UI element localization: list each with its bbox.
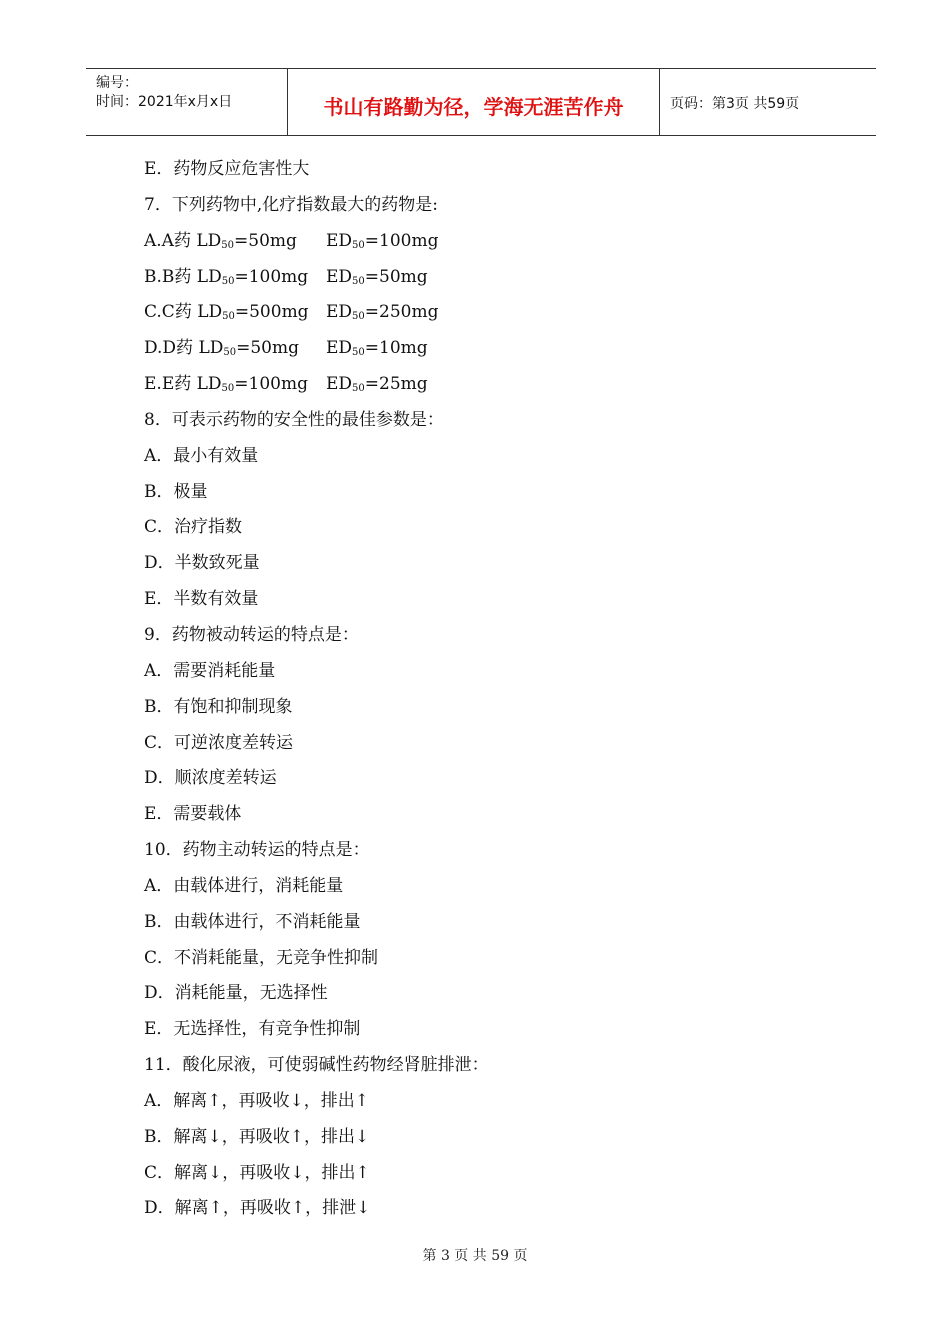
option-line: C．治疗指数 [144, 517, 243, 538]
subscript: 50 [352, 239, 365, 251]
option-line: A．最小有效量 [144, 445, 259, 466]
ed-text: ED [326, 338, 353, 359]
question-10: 10．药物主动转运的特点是： [144, 840, 370, 861]
ed-text: ED [326, 266, 353, 287]
option-line-q7b [144, 260, 864, 296]
option-line-q7e [144, 367, 864, 403]
ld-text: D.D药 LD [144, 338, 224, 359]
page-footer: 第 3 页 共 59 页 [422, 1248, 528, 1264]
option-line-q7d [144, 331, 864, 367]
date-line: 时间：2021年x月x日 [96, 94, 233, 110]
question-11: 11．酸化尿液，可使弱碱性药物经肾脏排泄： [144, 1055, 489, 1076]
ed-value: =25mg [364, 374, 428, 395]
option-line: B．极量 [144, 481, 208, 502]
ed-text: ED [326, 230, 353, 251]
header-motto-cell [288, 69, 660, 135]
subscript: 50 [352, 311, 365, 323]
question-list [144, 152, 864, 1227]
subscript: 50 [352, 347, 365, 359]
option-line: B．有饱和抑制现象 [144, 696, 293, 717]
option-line: B．解离↓，再吸收↑，排出↓ [144, 1126, 370, 1147]
header-page-cell [660, 69, 876, 135]
option-line: E．药物反应危害性大 [144, 159, 310, 179]
ld-text: A.A药 LD [144, 230, 222, 251]
subscript: 50 [221, 383, 235, 395]
subscript: 50 [221, 275, 235, 287]
ed-value: =100mg [364, 230, 439, 251]
ed-value: =10mg [364, 338, 428, 359]
ld-text: B.B药 LD [144, 266, 222, 287]
option-line: D．顺浓度差转运 [144, 768, 277, 789]
ld-value: =50mg [236, 338, 300, 359]
ed-value: =50mg [364, 266, 428, 287]
option-line: A．解离↑，再吸收↓，排出↑ [144, 1090, 370, 1111]
subscript: 50 [222, 311, 235, 323]
option-line: A．由载体进行，消耗能量 [144, 875, 344, 896]
option-line-q7c [144, 295, 864, 331]
option-line: E．无选择性，有竞争性抑制 [144, 1019, 361, 1040]
subscript: 50 [352, 275, 365, 287]
option-line: D．消耗能量，无选择性 [144, 983, 328, 1004]
question-8: 8．可表示药物的安全性的最佳参数是： [144, 409, 444, 430]
ld-text: C.C药 LD [144, 302, 223, 323]
ed-text: ED [326, 374, 353, 395]
ed-value: =250mg [364, 302, 439, 323]
option-line: B．由载体进行，不消耗能量 [144, 911, 361, 932]
header-page-info: 页码：第3页 共59页 [670, 96, 800, 112]
document-header [86, 68, 876, 136]
option-line: C．解离↓，再吸收↓，排出↑ [144, 1162, 370, 1183]
ld-value: =100mg [234, 266, 309, 287]
ld-value: =100mg [234, 374, 308, 395]
option-line: E．半数有效量 [144, 589, 259, 610]
option-line: A．需要消耗能量 [144, 660, 276, 681]
question-7: 7．下列药物中,化疗指数最大的药物是: [144, 194, 438, 215]
header-motto: 书山有路勤为径，学海无涯苦作舟 [323, 95, 624, 119]
option-line: C．不消耗能量，无竞争性抑制 [144, 947, 379, 968]
option-line: D．解离↑，再吸收↑，排泄↓ [144, 1198, 371, 1219]
ld-value: =50mg [234, 230, 297, 251]
option-line: D．半数致死量 [144, 553, 260, 574]
option-line-q7a [144, 224, 864, 260]
subscript: 50 [221, 239, 235, 251]
serial-label: 编号： [96, 75, 138, 91]
ld-text: E.E药 LD [144, 374, 222, 395]
ld-value: =500mg [234, 302, 309, 323]
ed-text: ED [326, 302, 353, 323]
option-line: C．可逆浓度差转运 [144, 732, 294, 753]
option-line: E．需要载体 [144, 804, 242, 825]
subscript: 50 [223, 347, 237, 359]
question-9: 9．药物被动转运的特点是： [144, 624, 359, 645]
header-meta-cell [86, 69, 288, 135]
subscript: 50 [352, 383, 365, 395]
